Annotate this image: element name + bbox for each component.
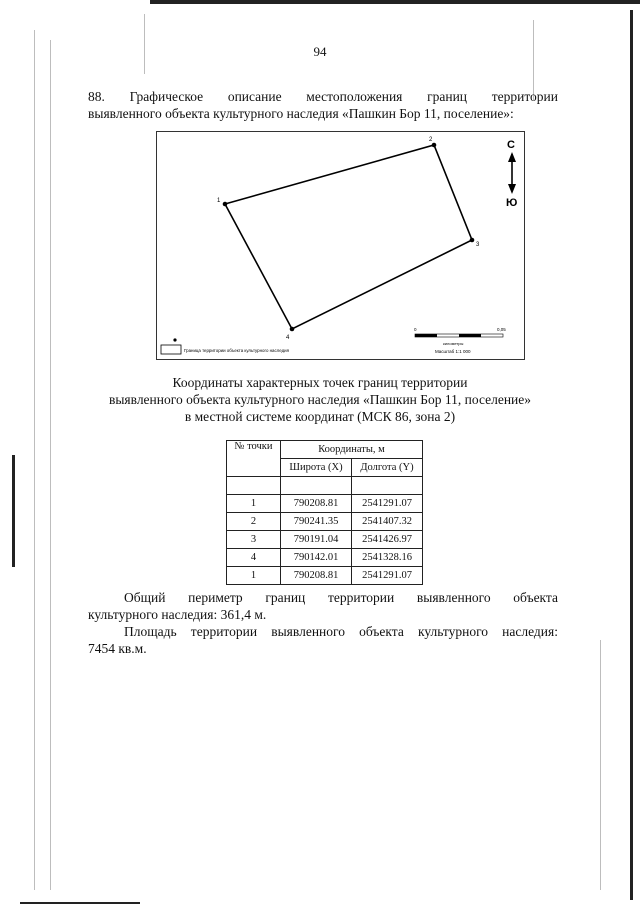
scan-right-bar (630, 10, 633, 900)
cell-point: 2 (227, 513, 281, 531)
perimeter-line-2: культурного наследия: 361,4 м. (88, 607, 267, 622)
south-label: Ю (506, 197, 518, 209)
point-label-4: 4 (286, 335, 290, 341)
table-row (227, 567, 423, 585)
scale-text: Масштаб 1:1 000 (435, 349, 471, 354)
header-lat: Широта (X) (281, 459, 352, 477)
north-label: С (507, 139, 515, 151)
table-row (227, 495, 423, 513)
summary-block (88, 589, 558, 657)
perimeter-line-1: Общий периметр границ территории выявленного объекта (124, 590, 558, 605)
table-header-row (227, 441, 423, 459)
cell-y: 2541426.97 (352, 531, 423, 549)
scan-right-faint-2 (600, 640, 601, 890)
cell-x: 790142.01 (281, 549, 352, 567)
table-row (227, 531, 423, 549)
table-row (227, 513, 423, 531)
caption-line-2: выявленного объекта культурного наследия «Пашкин Бор 11, поселение» (108, 392, 532, 407)
scale-unit: километры (443, 341, 464, 346)
section-heading (88, 88, 558, 122)
point-label-2: 2 (429, 137, 433, 143)
scan-top-border (150, 0, 640, 4)
heading-line-1 (88, 88, 558, 105)
caption-line-1: Координаты характерных точек границ территории (172, 375, 468, 390)
table-caption (60, 374, 580, 425)
cell-y: 2541407.32 (352, 513, 423, 531)
boundary-point-2 (432, 143, 437, 148)
heading-number: 88. (88, 89, 105, 104)
north-arrow-icon (506, 139, 517, 209)
coordinates-table (226, 440, 423, 585)
point-label-1: 1 (217, 198, 221, 204)
header-lon: Долгота (Y) (352, 459, 423, 477)
heading-text-1: Графическое описание местоположения границ территории (129, 89, 559, 104)
cell-x: 790241.35 (281, 513, 352, 531)
cell-x: 790191.04 (281, 531, 352, 549)
point-label-3: 3 (476, 242, 480, 248)
cell-point: 4 (227, 549, 281, 567)
heading-line-2: выявленного объекта культурного наследия «Пашкин Бор 11, поселение»: (88, 106, 514, 121)
scale-bar (414, 327, 506, 354)
map-legend (161, 338, 290, 354)
scan-left-faint-2 (50, 40, 51, 890)
cell-y: 2541328.16 (352, 549, 423, 567)
area-line-2: 7454 кв.м. (88, 641, 147, 656)
scale-end-label: 0,05 (497, 327, 506, 332)
cell-y: 2541291.07 (352, 567, 423, 585)
boundary-polygon (225, 145, 472, 329)
boundary-point-1 (223, 202, 228, 207)
cell-y: 2541291.07 (352, 495, 423, 513)
boundary-point-3 (470, 238, 475, 243)
boundary-point-4 (290, 327, 295, 332)
scan-bottom-border (20, 902, 140, 904)
map-canvas (157, 132, 524, 359)
cell-point: 1 (227, 495, 281, 513)
header-point: № точки (227, 441, 281, 477)
cell-x: 790208.81 (281, 495, 352, 513)
legend-text: Граница территории объекта культурного наследия (184, 348, 289, 353)
cell-point: 1 (227, 567, 281, 585)
scale-start-label: 0 (414, 327, 417, 332)
page-number: 94 (313, 44, 327, 59)
scan-left-bar (12, 455, 15, 567)
area-line-1: Площадь территории выявленного объекта культурного наследия: (124, 624, 558, 639)
header-coords: Координаты, м (281, 441, 423, 459)
cell-x: 790208.81 (281, 567, 352, 585)
cell-point: 3 (227, 531, 281, 549)
table-spacer-row (227, 477, 423, 495)
caption-line-3: в местной системе координат (МСК 86, зона 2) (184, 409, 456, 424)
table-row (227, 549, 423, 567)
scan-left-faint (34, 30, 35, 890)
boundary-map (156, 131, 525, 360)
